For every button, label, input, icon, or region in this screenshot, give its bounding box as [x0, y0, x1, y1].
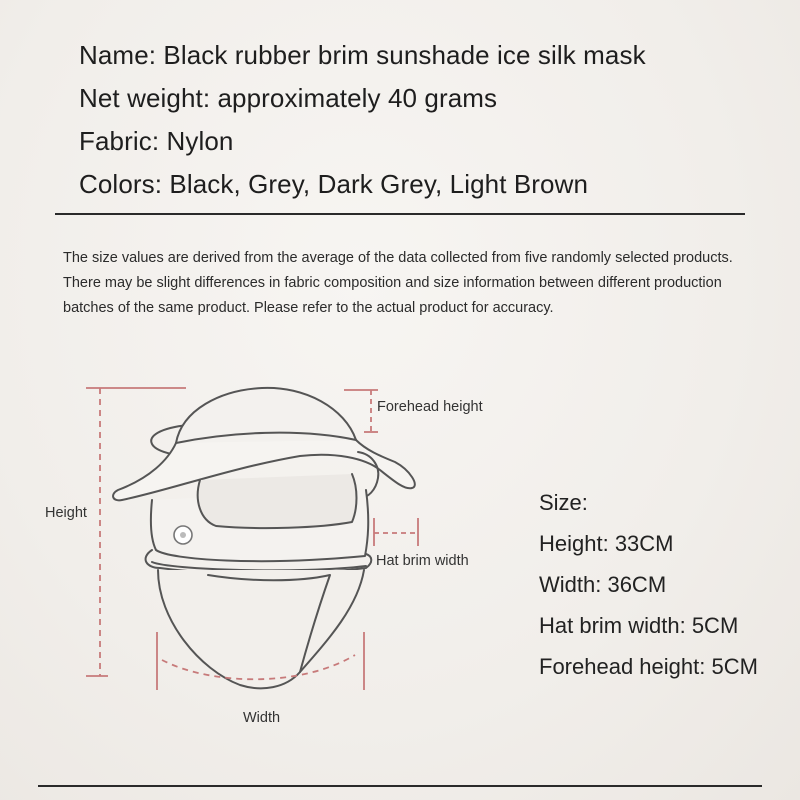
size-spec-list: [539, 482, 758, 687]
mask-illustration: [113, 388, 415, 688]
size-heading: Size:: [539, 490, 588, 515]
height-label: Height: [45, 505, 87, 521]
top-divider: [55, 213, 745, 215]
bottom-divider: [38, 785, 762, 787]
product-name: Name: Black rubber brim sunshade ice silk mask: [79, 40, 646, 70]
size-brim-width: Hat brim width: 5CM: [539, 613, 739, 638]
size-disclaimer: The size values are derived from the average of the data collected from five randomly selected products. There may be slight differences in fabric composition and size information between different production batches of the same product. Please refer to the actual product for accuracy.: [63, 250, 733, 316]
hat-brim-width-label: Hat brim width: [376, 553, 469, 569]
product-spec-list: [79, 34, 646, 206]
width-label: Width: [243, 710, 281, 726]
mask-diagram: [0, 370, 520, 770]
product-net-weight: Net weight: approximately 40 grams: [79, 83, 498, 113]
product-colors: Colors: Black, Grey, Dark Grey, Light Brown: [79, 169, 589, 199]
forehead-height-label: Forehead height: [377, 399, 483, 415]
size-width: Width: 36CM: [539, 572, 667, 597]
size-height: Height: 33CM: [539, 531, 674, 556]
size-forehead-height: Forehead height: 5CM: [539, 654, 758, 679]
product-fabric: Fabric: Nylon: [79, 126, 234, 156]
